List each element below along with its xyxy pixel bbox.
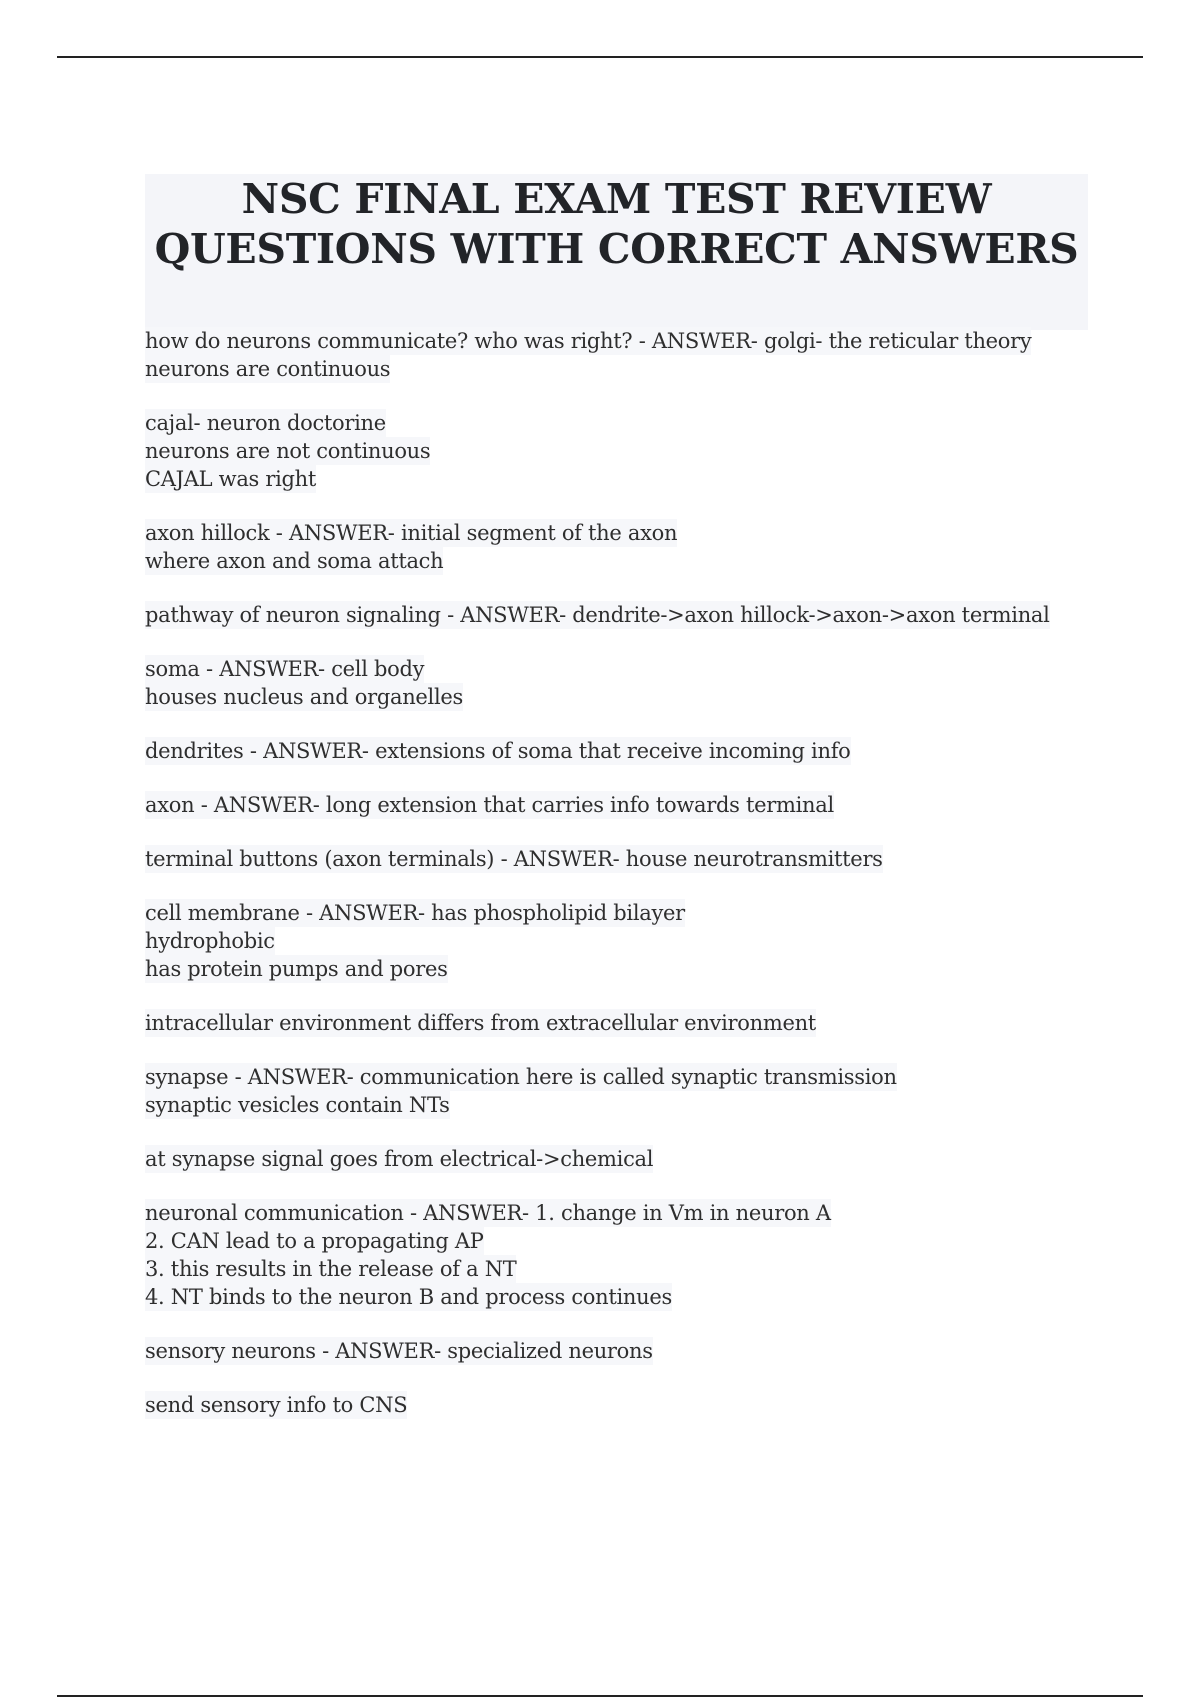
qa-content bbox=[145, 327, 1095, 1445]
qa-entry bbox=[145, 519, 1095, 575]
document-title bbox=[145, 174, 1088, 330]
qa-entry bbox=[145, 1145, 1095, 1173]
entry-line: synaptic vesicles contain NTs bbox=[145, 1093, 450, 1117]
entry-line: hydrophobic bbox=[145, 929, 275, 953]
qa-entry bbox=[145, 791, 1095, 819]
entry-line: CAJAL was right bbox=[145, 467, 317, 491]
entry-line: dendrites - ANSWER- extensions of soma that receive incoming info bbox=[145, 739, 851, 763]
title-line-2: QUESTIONS WITH CORRECT ANSWERS bbox=[154, 225, 1079, 273]
qa-entry bbox=[145, 655, 1095, 711]
qa-entry bbox=[145, 845, 1095, 873]
entry-line: send sensory info to CNS bbox=[145, 1393, 408, 1417]
qa-entry bbox=[145, 1009, 1095, 1037]
entry-line: 2. CAN lead to a propagating AP bbox=[145, 1229, 484, 1253]
qa-entry bbox=[145, 899, 1095, 983]
entry-line: houses nucleus and organelles bbox=[145, 685, 463, 709]
bottom-rule bbox=[57, 1695, 1143, 1697]
title-line-1: NSC FINAL EXAM TEST REVIEW bbox=[241, 175, 992, 223]
entry-line: where axon and soma attach bbox=[145, 549, 444, 573]
entry-line: cell membrane - ANSWER- has phospholipid bilayer bbox=[145, 901, 685, 925]
entry-line: axon - ANSWER- long extension that carries info towards terminal bbox=[145, 793, 834, 817]
entry-line: neurons are continuous bbox=[145, 357, 391, 381]
entry-line: 3. this results in the release of a NT bbox=[145, 1257, 517, 1281]
entry-line: axon hillock - ANSWER- initial segment of the axon bbox=[145, 521, 678, 545]
entry-line: has protein pumps and pores bbox=[145, 957, 448, 981]
entry-line: synapse - ANSWER- communication here is called synaptic transmission bbox=[145, 1065, 897, 1089]
entry-line: terminal buttons (axon terminals) - ANSWER- house neurotransmitters bbox=[145, 847, 883, 871]
qa-entry bbox=[145, 1063, 1095, 1119]
entry-line: neuronal communication - ANSWER- 1. change in Vm in neuron A bbox=[145, 1201, 831, 1225]
entry-line: sensory neurons - ANSWER- specialized neurons bbox=[145, 1339, 653, 1363]
qa-entry bbox=[145, 1391, 1095, 1419]
entry-line: pathway of neuron signaling - ANSWER- dendrite->axon hillock->axon->axon terminal bbox=[145, 603, 1050, 627]
qa-entry bbox=[145, 737, 1095, 765]
entry-line: at synapse signal goes from electrical->chemical bbox=[145, 1147, 654, 1171]
qa-entry bbox=[145, 409, 1095, 493]
entry-line: 4. NT binds to the neuron B and process continues bbox=[145, 1285, 672, 1309]
qa-entry bbox=[145, 601, 1095, 629]
qa-entry bbox=[145, 327, 1095, 383]
entry-line: intracellular environment differs from extracellular environment bbox=[145, 1011, 816, 1035]
qa-entry bbox=[145, 1337, 1095, 1365]
entry-line: cajal- neuron doctorine bbox=[145, 411, 386, 435]
entry-line: neurons are not continuous bbox=[145, 439, 431, 463]
qa-entry bbox=[145, 1199, 1095, 1311]
entry-line: soma - ANSWER- cell body bbox=[145, 657, 425, 681]
top-rule bbox=[57, 56, 1143, 58]
entry-line: how do neurons communicate? who was right? - ANSWER- golgi- the reticular theory bbox=[145, 329, 1032, 353]
